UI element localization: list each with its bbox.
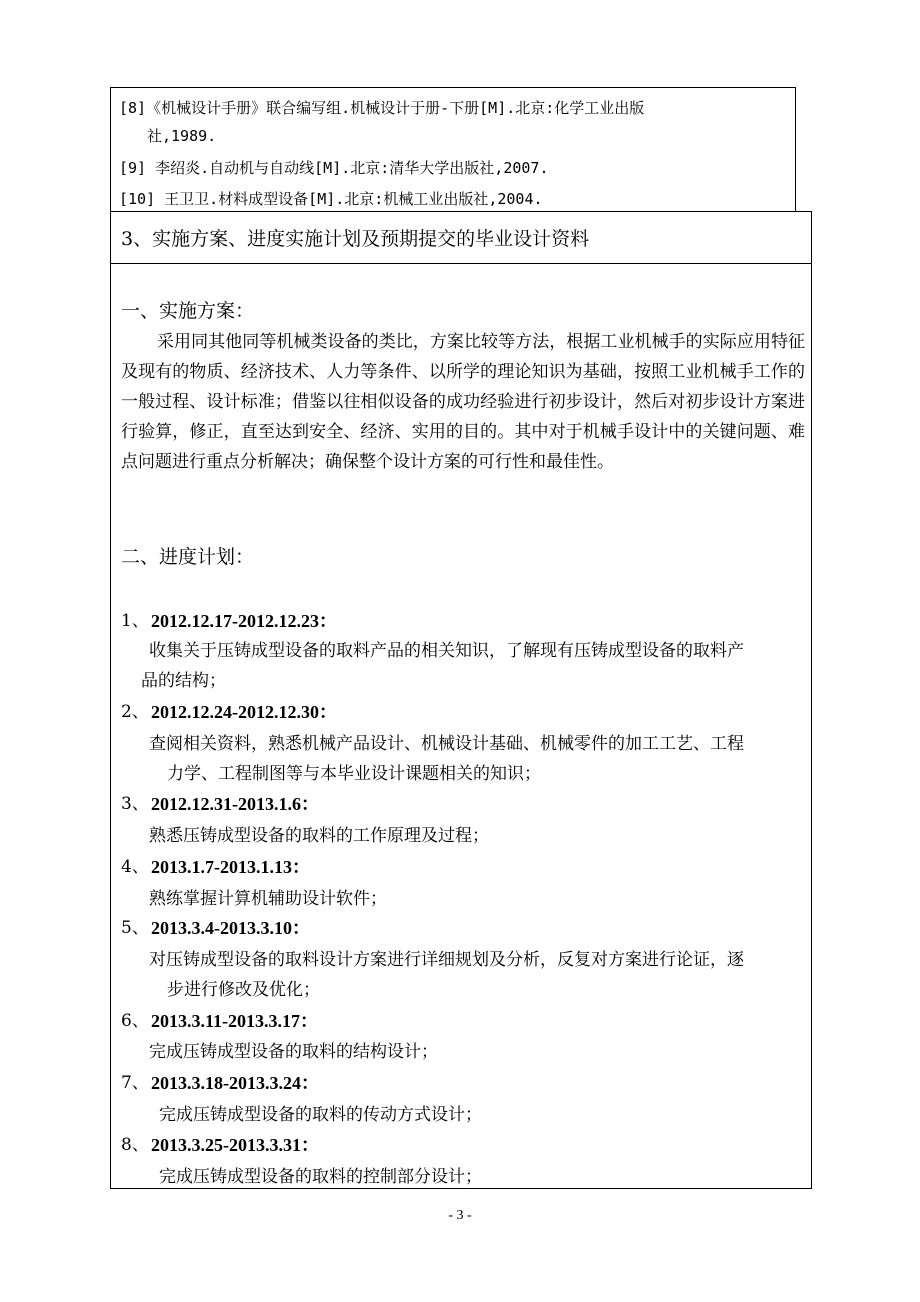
schedule-item-number: 1、 <box>121 611 149 631</box>
schedule-item-desc-line1: 完成压铸成型设备的取料的传动方式设计； <box>159 1105 482 1125</box>
main-section-box <box>110 211 812 1189</box>
schedule-item-desc-line1: 完成压铸成型设备的取料的控制部分设计； <box>159 1167 482 1187</box>
schedule-heading: 二、进度计划： <box>121 546 255 568</box>
page-number: - 3 - <box>448 1208 472 1223</box>
schedule-item-date: 2013.3.4-2013.3.10： <box>151 918 310 938</box>
schedule-item-date: 2012.12.24-2012.12.30： <box>151 702 337 722</box>
schedule-item-date: 2012.12.17-2012.12.23： <box>151 611 337 631</box>
plan-paragraph: 采用同其他同等机械类设备的类比，方案比较等方法，根据工业机械手的实际应用特征及现有的物质、经济技术、人力等条件、以所学的理论知识为基础，按照工业机械手工作的一般过程、设计标准；借鉴以往相似设备的成功经验进行初步设计，然后对初步设计方案进行验算，修正，直至达到安全、经济、实用的目的。其中对于机械手设计中的关键问题、难点问题进行重点分析解决；确保整个设计方案的可行性和最佳性。 <box>121 332 805 472</box>
schedule-item-desc-line1: 熟悉压铸成型设备的取料的工作原理及过程； <box>149 826 489 846</box>
reference-8-line2: 社,1989. <box>147 127 217 145</box>
schedule-item-desc-line2: 力学、工程制图等与本毕业设计课题相关的知识； <box>167 764 541 784</box>
schedule-item-desc-line2: 品的结构； <box>141 671 226 691</box>
reference-8-line1: [8]《机械设计手册》联合编写组.机械设计于册-下册[M].北京:化学工业出版 <box>119 99 645 117</box>
schedule-item-desc-line2: 步进行修改及优化； <box>167 980 320 1000</box>
schedule-item-number: 5、 <box>121 918 149 938</box>
schedule-item-number: 8、 <box>121 1135 149 1155</box>
schedule-item-desc-line1: 熟练掌握计算机辅助设计软件； <box>149 889 387 909</box>
section-header <box>111 212 811 264</box>
schedule-item-desc-line1: 查阅相关资料，熟悉机械产品设计、机械设计基础、机械零件的加工工艺、工程 <box>149 734 744 754</box>
schedule-item-date: 2013.1.7-2013.1.13： <box>151 857 310 877</box>
schedule-item-number: 3、 <box>121 794 149 814</box>
schedule-item-desc-line1: 完成压铸成型设备的取料的结构设计； <box>149 1042 438 1062</box>
schedule-item-date: 2012.12.31-2013.1.6： <box>151 794 319 814</box>
schedule-item-desc-line1: 收集关于压铸成型设备的取料产品的相关知识，了解现有压铸成型设备的取料产 <box>149 641 744 661</box>
reference-9: [9] 李绍炎.自动机与自动线[M].北京:清华大学出版社,2007. <box>119 159 549 177</box>
schedule-item-desc-line1: 对压铸成型设备的取料设计方案进行详细规划及分析，反复对方案进行论证，逐 <box>149 950 744 970</box>
schedule-item-date: 2013.3.18-2013.3.24： <box>151 1073 319 1093</box>
section-title: 3、实施方案、进度实施计划及预期提交的毕业设计资料 <box>121 228 590 250</box>
schedule-item-number: 6、 <box>121 1011 149 1031</box>
plan-heading: 一、实施方案： <box>121 300 255 322</box>
schedule-item-number: 2、 <box>121 702 149 722</box>
schedule-item-number: 4、 <box>121 857 149 877</box>
schedule-item-number: 7、 <box>121 1073 149 1093</box>
reference-10: [10] 王卫卫.材料成型设备[M].北京:机械工业出版社,2004. <box>119 190 543 208</box>
schedule-item-date: 2013.3.25-2013.3.31： <box>151 1135 319 1155</box>
schedule-item-date: 2013.3.11-2013.3.17： <box>151 1011 319 1031</box>
references-box <box>110 87 796 211</box>
